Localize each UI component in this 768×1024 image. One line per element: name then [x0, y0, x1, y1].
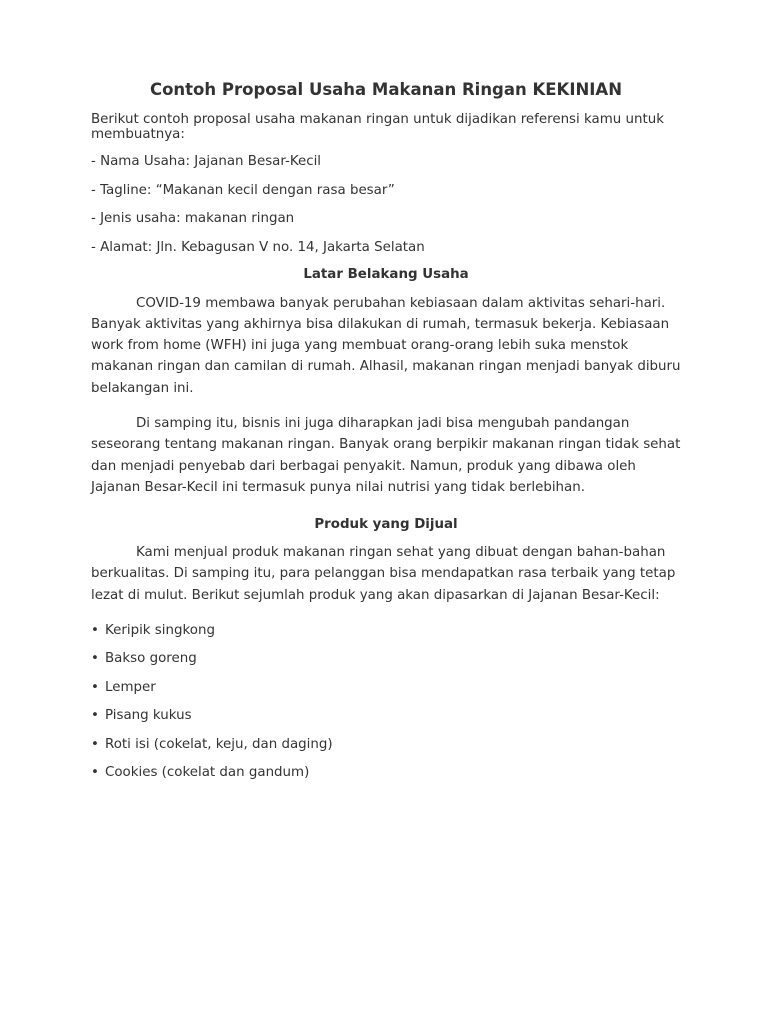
- bullet-icon: •: [91, 708, 99, 724]
- list-item-label: Roti isi (cokelat, keju, dan daging): [105, 736, 333, 752]
- bullet-icon: •: [91, 651, 99, 667]
- background-paragraph-2: Di samping itu, bisnis ini juga diharapkan jadi bisa mengubah pandangan seseorang tentang makanan ringan. Banyak orang berpikir makanan ringan tidak sehat dan menjadi penyebab dari berbagai penyakit. Namun, produk yang dibawa oleh Jajanan Besar-Kecil ini termasuk punya nilai nutrisi yang tidak berlebihan.: [91, 415, 681, 495]
- list-item-label: Pisang kukus: [105, 708, 192, 724]
- list-item-label: Keripik singkong: [105, 623, 215, 639]
- products-paragraph: Kami menjual produk makanan ringan sehat yang dibuat dengan bahan-bahan berkualitas. Di samping itu, para pelanggan bisa mendapatkan rasa terbaik yang tetap lezat di mulut. Berikut sejumlah produk yang akan dipasarkan di Jajanan Besar-Kecil:: [91, 545, 676, 603]
- products-heading: Produk yang Dijual: [314, 517, 458, 533]
- list-item-label: Lemper: [105, 679, 156, 695]
- product-list: [91, 622, 681, 782]
- intro-paragraph: Berikut contoh proposal usaha makanan ringan untuk dijadikan referensi kamu untuk membuatnya:: [91, 112, 664, 142]
- background-paragraph-1: COVID-19 membawa banyak perubahan kebiasaan dalam aktivitas sehari-hari. Banyak aktivitas yang akhirnya bisa dilakukan di rumah, termasuk bekerja. Kebiasaan work from home (WFH) ini juga yang membuat orang-orang lebih suka menstok makanan ringan dan camilan di rumah. Alhasil, makanan ringan menjadi banyak diburu belakangan ini.: [91, 295, 681, 396]
- bullet-icon: •: [91, 623, 99, 639]
- bullet-icon: •: [91, 736, 99, 752]
- list-item: [91, 707, 681, 725]
- list-item: [91, 679, 681, 697]
- list-item: [91, 650, 681, 668]
- address-line: - Alamat: Jln. Kebagusan V no. 14, Jakarta Selatan: [91, 239, 425, 255]
- list-item: [91, 736, 681, 754]
- business-type-line: - Jenis usaha: makanan ringan: [91, 211, 295, 226]
- bullet-icon: •: [91, 765, 99, 781]
- document-page: [91, 78, 681, 792]
- business-name-line: - Nama Usaha: Jajanan Besar-Kecil: [91, 154, 322, 169]
- list-item: [91, 764, 681, 782]
- background-heading: Latar Belakang Usaha: [303, 266, 469, 282]
- list-item-label: Cookies (cokelat dan gandum): [105, 765, 310, 781]
- bullet-icon: •: [91, 679, 99, 695]
- document-title: Contoh Proposal Usaha Makanan Ringan KEKINIAN: [149, 80, 623, 99]
- list-item: [91, 622, 681, 640]
- tagline-line: - Tagline: “Makanan kecil dengan rasa besar”: [91, 182, 395, 198]
- list-item-label: Bakso goreng: [105, 651, 197, 667]
